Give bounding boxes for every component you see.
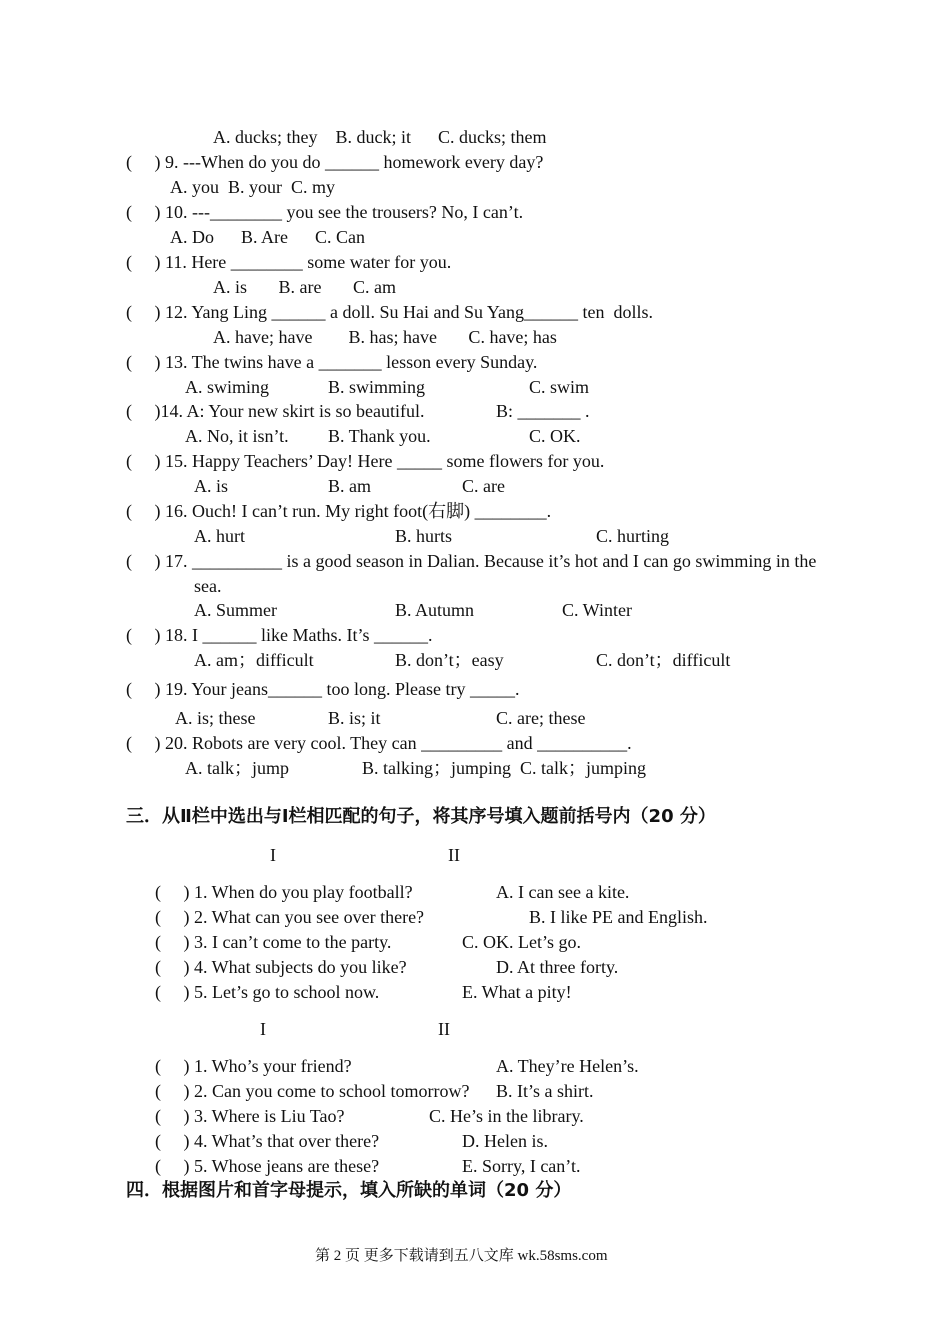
q17-option-b: B. Autumn — [395, 600, 475, 620]
g1-answer-b: B. I like PE and English. — [529, 907, 708, 927]
q9-options: A. you B. your C. my — [170, 177, 336, 197]
q12-options: A. have; have B. has; have C. have; has — [213, 327, 557, 347]
g1-answer-e: E. What a pity! — [462, 982, 572, 1002]
q14-option-b: B. Thank you. — [328, 426, 431, 446]
q14-question: ( )14. A: Your new skirt is so beautiful. — [126, 401, 425, 421]
q18-option-b: B. don’t；easy — [395, 650, 504, 670]
q18-option-c: C. don’t；difficult — [596, 650, 731, 670]
q20-option-bc: B. talking；jumping C. talk；jumping — [362, 758, 647, 778]
g2-answer-e: E. Sorry, I can’t. — [462, 1156, 581, 1176]
q13-question: ( ) 13. The twins have a _______ lesson every Sunday. — [126, 352, 538, 372]
g1-column-ii-label: II — [448, 845, 460, 865]
q16-option-c: C. hurting — [596, 526, 670, 546]
q15-option-a: A. is — [194, 476, 229, 496]
g2-answer-c: C. He’s in the library. — [429, 1106, 584, 1126]
g2-question-4: ( ) 4. What’s that over there? — [155, 1131, 380, 1151]
g2-column-i-label: I — [260, 1019, 266, 1039]
g2-question-1: ( ) 1. Who’s your friend? — [155, 1056, 352, 1076]
q11-options: A. is B. are C. am — [213, 277, 396, 297]
q9-question: ( ) 9. ---When do you do ______ homework every day? — [126, 152, 544, 172]
g2-answer-a: A. They’re Helen’s. — [496, 1056, 639, 1076]
q14-option-a: A. No, it isn’t. — [185, 426, 289, 446]
q19-option-b: B. is; it — [328, 708, 381, 728]
g1-question-4: ( ) 4. What subjects do you like? — [155, 957, 407, 977]
section3-heading: 三．从Ⅱ栏中选出与Ⅰ栏相匹配的句子，将其序号填入题前括号内（20 分） — [126, 806, 716, 827]
g1-question-2: ( ) 2. What can you see over there? — [155, 907, 425, 927]
q17-option-a: A. Summer — [194, 600, 277, 620]
q16-option-a: A. hurt — [194, 526, 245, 546]
g2-answer-d: D. Helen is. — [462, 1131, 548, 1151]
q20-question: ( ) 20. Robots are very cool. They can _________ and __________. — [126, 733, 632, 753]
g1-answer-d: D. At three forty. — [496, 957, 619, 977]
q14-reply: B: _______ . — [496, 401, 590, 421]
q13-option-a: A. swiming — [185, 377, 270, 397]
g1-question-3: ( ) 3. I can’t come to the party. — [155, 932, 392, 952]
q17-question: ( ) 17. __________ is a good season in Dalian. Because it’s hot and I can go swimming in the — [126, 551, 817, 571]
g1-question-1: ( ) 1. When do you play football? — [155, 882, 413, 902]
g1-question-5: ( ) 5. Let’s go to school now. — [155, 982, 380, 1002]
section4-heading: 四．根据图片和首字母提示，填入所缺的单词（20 分） — [126, 1180, 572, 1201]
g2-answer-b: B. It’s a shirt. — [496, 1081, 594, 1101]
q13-option-b: B. swimming — [328, 377, 426, 397]
g1-column-i-label: I — [270, 845, 276, 865]
g2-question-5: ( ) 5. Whose jeans are these? — [155, 1156, 380, 1176]
q18-option-a: A. am；difficult — [194, 650, 314, 670]
q13-option-c: C. swim — [529, 377, 590, 397]
q18-question: ( ) 18. I ______ like Maths. It’s ______. — [126, 625, 433, 645]
q12-question: ( ) 12. Yang Ling ______ a doll. Su Hai and Su Yang______ ten dolls. — [126, 302, 654, 322]
q16-option-b: B. hurts — [395, 526, 453, 546]
q14-option-c: C. OK. — [529, 426, 581, 446]
q19-question: ( ) 19. Your jeans______ too long. Please try _____. — [126, 679, 520, 699]
page-footer: 第 2 页 更多下载请到五八文库 wk.58sms.com — [315, 1248, 608, 1264]
q11-question: ( ) 11. Here ________ some water for you. — [126, 252, 452, 272]
q10-question: ( ) 10. ---________ you see the trousers? No, I can’t. — [126, 202, 524, 222]
q15-option-c: C. are — [462, 476, 505, 496]
q15-option-b: B. am — [328, 476, 371, 496]
q15-question: ( ) 15. Happy Teachers’ Day! Here _____ some flowers for you. — [126, 451, 605, 471]
q16-question: ( ) 16. Ouch! I can’t run. My right foot(右脚) ________. — [126, 501, 552, 521]
q17-option-c: C. Winter — [562, 600, 632, 620]
g1-answer-c: C. OK. Let’s go. — [462, 932, 581, 952]
q19-option-c: C. are; these — [496, 708, 586, 728]
g2-question-2: ( ) 2. Can you come to school tomorrow? — [155, 1081, 470, 1101]
q17-question-cont: sea. — [194, 576, 222, 596]
q19-option-a: A. is; these — [175, 708, 256, 728]
q20-option-a: A. talk；jump — [185, 758, 289, 778]
g1-answer-a: A. I can see a kite. — [496, 882, 630, 902]
q10-options: A. Do B. Are C. Can — [170, 227, 365, 247]
g2-question-3: ( ) 3. Where is Liu Tao? — [155, 1106, 345, 1126]
g2-column-ii-label: II — [438, 1019, 450, 1039]
q8-options: A. ducks; they B. duck; it C. ducks; them — [213, 127, 547, 147]
